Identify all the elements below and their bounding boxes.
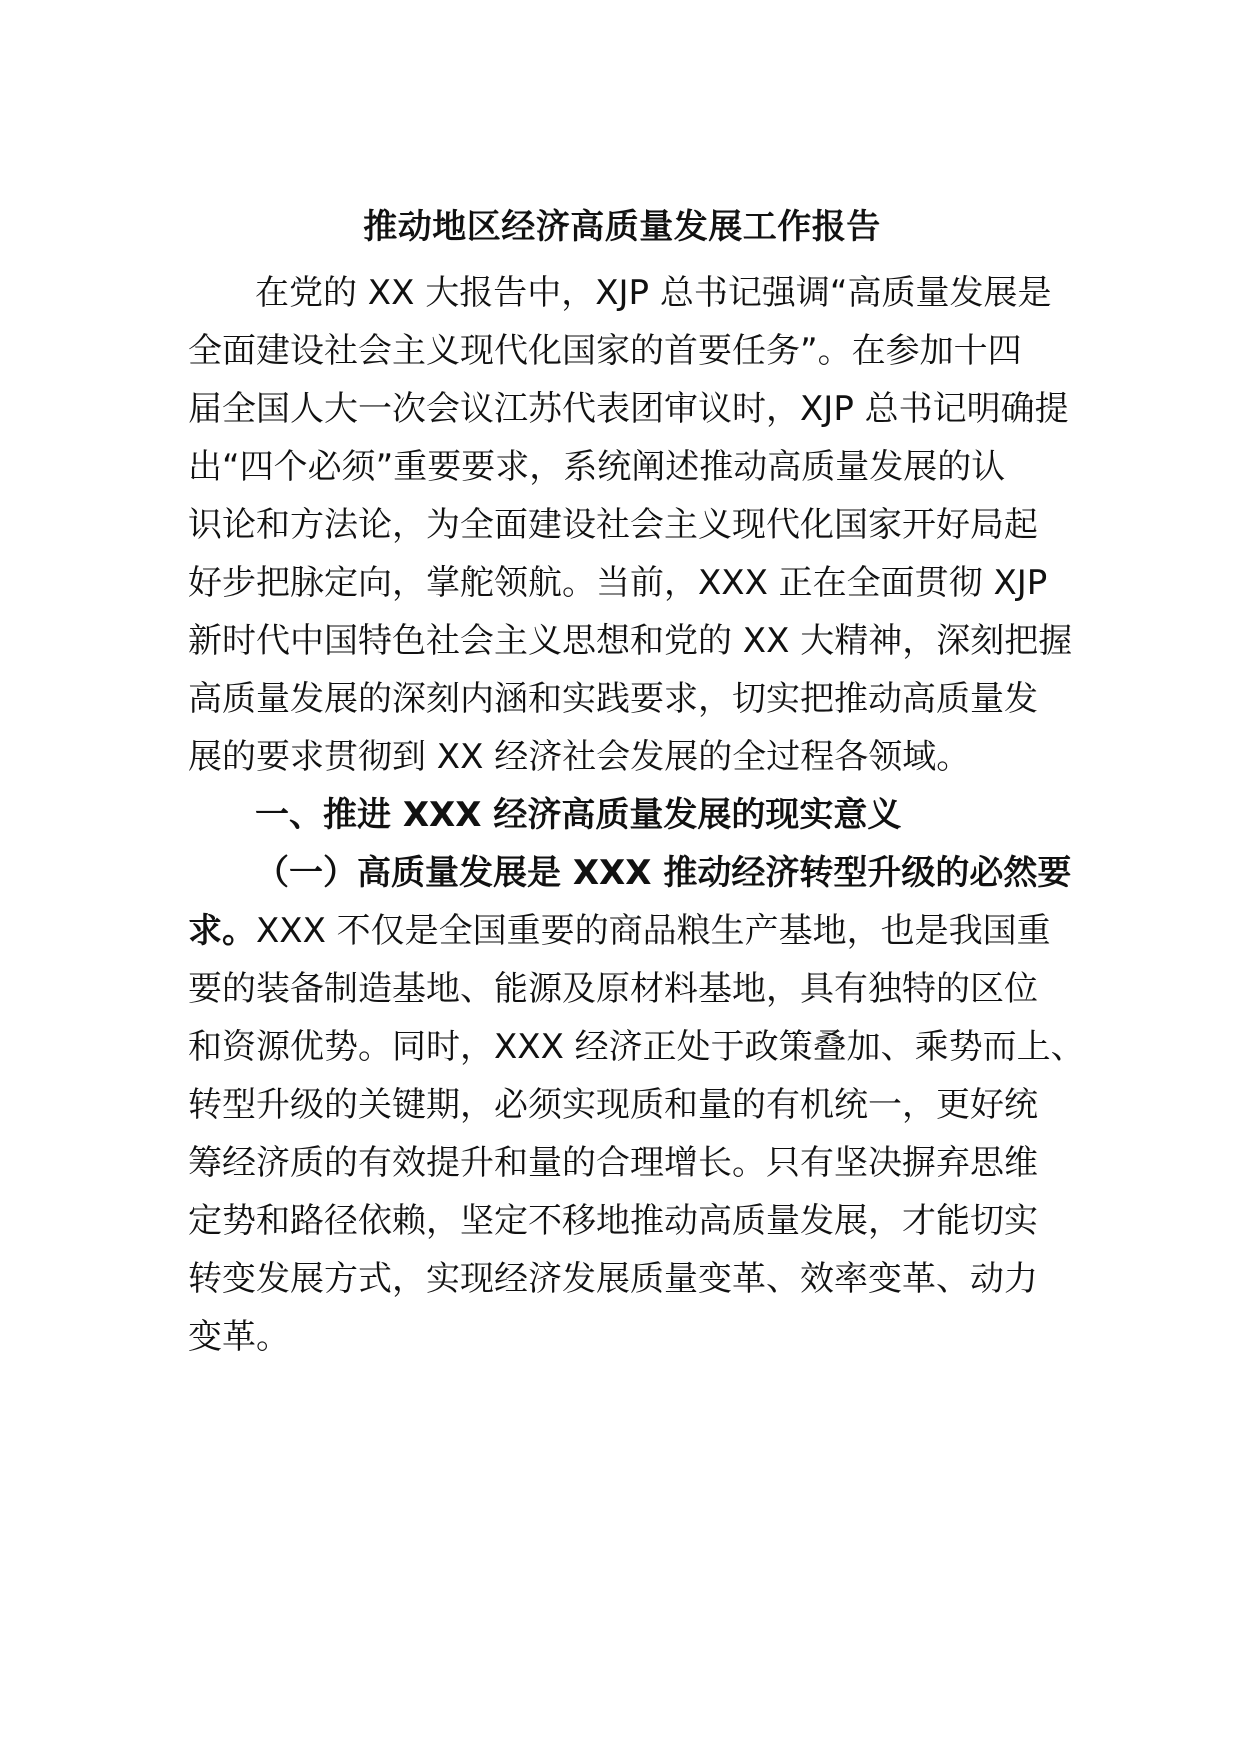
paragraph-line: 好步把脉定向，掌舵领航。当前，XXX 正在全面贯彻 XJP bbox=[188, 563, 1048, 603]
subsection-line bbox=[188, 906, 1051, 956]
paragraph-line: 届全国人大一次会议江苏代表团审议时，XJP 总书记明确提 bbox=[188, 389, 1069, 429]
paragraph-line: 识论和方法论，为全面建设社会主义现代化国家开好局起 bbox=[188, 505, 1038, 545]
paragraph-line: 转变发展方式，实现经济发展质量变革、效率变革、动力 bbox=[188, 1259, 1038, 1299]
document-title: 推动地区经济高质量发展工作报告 bbox=[363, 207, 881, 247]
paragraph-line: 高质量发展的深刻内涵和实践要求，切实把推动高质量发 bbox=[188, 679, 1038, 719]
paragraph-line: 筹经济质的有效提升和量的合理增长。只有坚决摒弃思维 bbox=[188, 1143, 1038, 1183]
paragraph-line: 在党的 XX 大报告中，XJP 总书记强调“高质量发展是 bbox=[255, 273, 1052, 313]
paragraph-line: 转型升级的关键期，必须实现质和量的有机统一，更好统 bbox=[188, 1085, 1038, 1125]
paragraph-line: 要的装备制造基地、能源及原材料基地，具有独特的区位 bbox=[188, 969, 1038, 1009]
subsection-heading-end: 求。 bbox=[188, 911, 256, 951]
section-heading: 一、推进 XXX 经济高质量发展的现实意义 bbox=[255, 795, 902, 835]
paragraph-line: 全面建设社会主义现代化国家的首要任务”。在参加十四 bbox=[188, 331, 1022, 371]
paragraph-line: 展的要求贯彻到 XX 经济社会发展的全过程各领域。 bbox=[188, 737, 971, 777]
subsection-heading: （一）高质量发展是 XXX 推动经济转型升级的必然要 bbox=[255, 853, 1072, 893]
paragraph-line: 出“四个必须”重要要求，系统阐述推动高质量发展的认 bbox=[188, 447, 1006, 487]
subsection-line-text: XXX 不仅是全国重要的商品粮生产基地，也是我国重 bbox=[256, 911, 1051, 951]
paragraph-line: 定势和路径依赖，坚定不移地推动高质量发展，才能切实 bbox=[188, 1201, 1038, 1241]
paragraph-line: 变革。 bbox=[188, 1317, 290, 1357]
paragraph-line: 和资源优势。同时，XXX 经济正处于政策叠加、乘势而上、 bbox=[188, 1027, 1085, 1067]
paragraph-line: 新时代中国特色社会主义思想和党的 XX 大精神，深刻把握 bbox=[188, 621, 1073, 661]
